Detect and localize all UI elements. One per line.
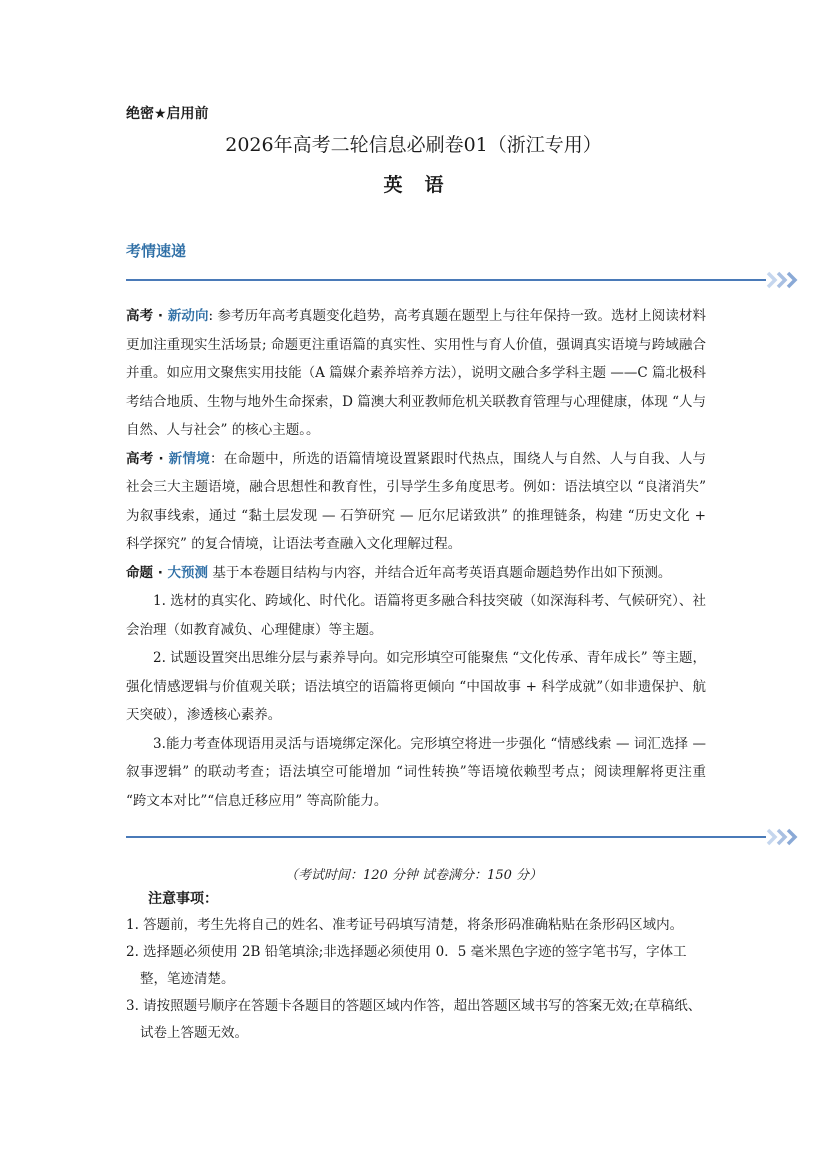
secret-label: 绝密★启用前 [126, 106, 209, 122]
paragraph-label: 高考 · [126, 308, 168, 324]
paragraph-new-context [126, 445, 706, 559]
prediction-item-3: 3.能力考查体现语用灵活与语境绑定深化。完形填空将进一步强化 “情感线索 — 词汇选择 — 叙事逻辑” 的联动考查；语法填空可能增加 “词性转换”等语境依赖型考点；阅读理解将更注重 “跨文本对比”“信息迁移应用” 等高阶能力。 [126, 735, 706, 809]
paragraph-label: 高考 · [126, 450, 169, 467]
paragraph-label: 命题 · [126, 564, 168, 581]
page-title: 2026年高考二轮信息必刷卷01（浙江专用） [225, 134, 602, 156]
top-divider [126, 279, 766, 281]
paragraph-keyword: 大预测 [167, 564, 209, 581]
chevron-right-icon [766, 271, 806, 289]
section-title: 考情速递 [126, 242, 187, 260]
prediction-item-1: 1. 选材的真实化、跨域化、时代化。语篇将更多融合科技突破（如深海科考、气候研究）、社会治理（如教育减负、心理健康）等主题。 [126, 593, 706, 638]
bottom-divider [126, 836, 766, 838]
paragraph-keyword: 新情境 [168, 450, 211, 467]
paragraph-keyword: 新动向 [167, 308, 209, 324]
paragraph-prediction [126, 559, 706, 588]
prediction-item-2: 2. 试题设置突出思维分层与素养导向。如完形填空可能聚焦 “文化传承、青年成长” 等主题，强化情感逻辑与价值观关联；语法填空的语篇将更倾向 “中国故事 + 科学成就”（如非遗保护、航天突破），渗透核心素养。 [126, 650, 706, 723]
notes-item: 2. 选择题必须使用 2B 铅笔填涂;非选择题必须使用 0．5 毫米黑色字迹的签字笔书写，字体工整，笔迹清楚。 [126, 944, 687, 987]
exam-info: （考试时间：120 分钟 试卷满分：150 分） [284, 868, 543, 883]
paragraph-text: 基于本卷题目结构与内容，并结合近年高考英语真题命题趋势作出如下预测。 [208, 564, 672, 581]
notes-title: 注意事项： [148, 891, 218, 907]
notes-item: 3. 请按照题号顺序在答题卡各题目的答题区域内作答，超出答题区域书写的答案无效;在草稿纸、试卷上答题无效。 [126, 998, 702, 1041]
paragraph-text: : 参考历年高考真题变化趋势，高考真题在题型上与往年保持一致。选材上阅读材料更加注重现实生活场景; 命题更注重语篇的真实性、实用性与育人价值，强调真实语境与跨域融合并重。如应用文聚焦实用技能（A 篇媒介素养培养方法），说明文融合多学科主题 ——C 篇北极科考结合地质、生物与地外生命探索，D 篇澳大利亚教师危机关联教育管理与心理健康，体现 “人与自然、人与社会” 的核心主题。。 [126, 308, 707, 438]
exam-analysis [126, 302, 706, 815]
chevron-right-icon [766, 828, 806, 846]
subject-title: 英语 [383, 174, 466, 196]
notes-item: 1. 答题前，考生先将自己的姓名、准考证号码填写清楚，将条形码准确粘贴在条形码区域内。 [126, 917, 684, 933]
notes-list [126, 912, 706, 1047]
paragraph-new-trend [126, 302, 706, 445]
paragraph-text: ：在命题中，所选的语篇情境设置紧跟时代热点，围绕人与自然、人与自我、人与社会三大主题语境，融合思想性和教育性，引导学生多角度思考。例如：语法填空以 “良渚消失” 为叙事线索，通过 “黏土层发现 — 石笋研究 — 厄尔尼诺致洪” 的推理链条，构建 “历史文化 + 科学探究” 的复合情境，让语法考查融入文化理解过程。 [126, 450, 707, 552]
